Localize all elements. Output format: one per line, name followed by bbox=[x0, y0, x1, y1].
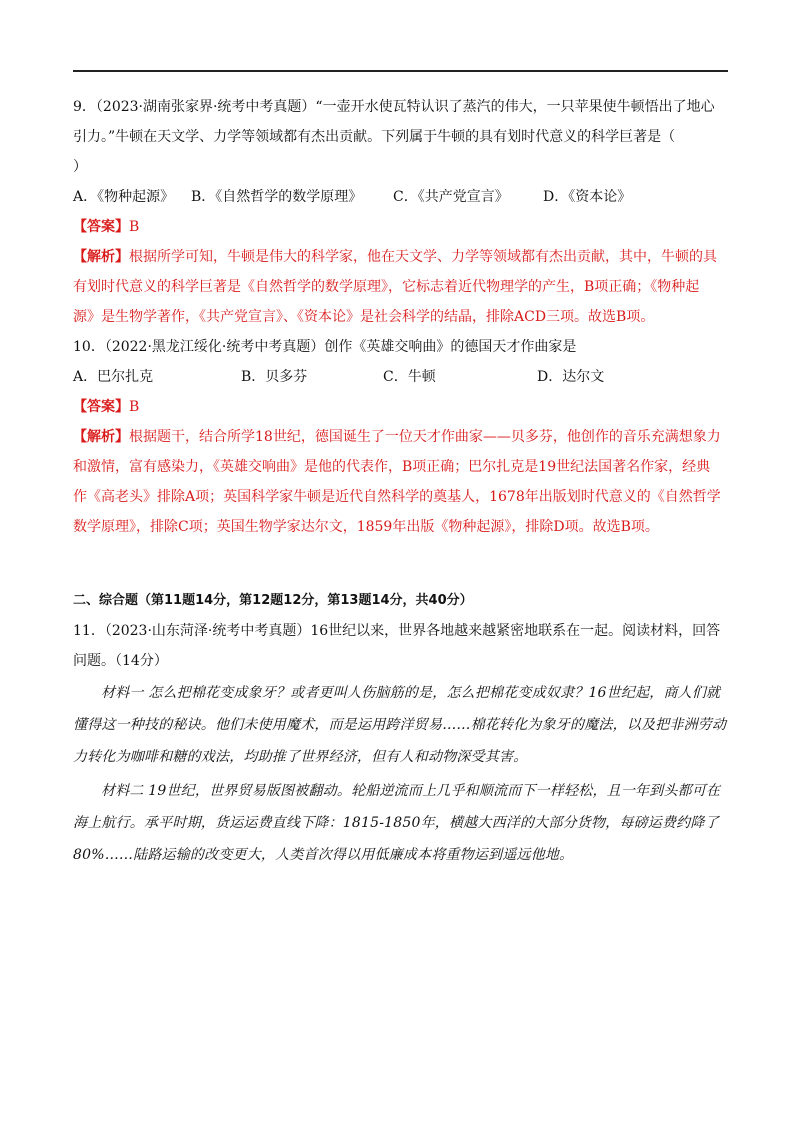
question-11-stem-line-2: 问题。（14分） bbox=[73, 653, 168, 669]
question-9 bbox=[73, 92, 728, 332]
analysis-text: 根据题干，结合所学18世纪，德国诞生了一位天才作曲家——贝多芬，他创作的音乐充满想象力 bbox=[129, 429, 721, 445]
material-1-line-2: 懂得这一种技的秘诀。他们未使用魔术，而是运用跨洋贸易……棉花转化为象牙的魔法，以及把非洲劳动 bbox=[73, 717, 727, 733]
question-10-options bbox=[73, 362, 728, 392]
material-1-line-1: 材料一 怎么把棉花变成象牙？或者更叫人伤脑筋的是，怎么把棉花变成奴隶？16世纪起，商人们就 bbox=[101, 685, 721, 701]
section-2-title: 二、综合题（第11题14分，第12题12分，第13题14分，共40分） bbox=[73, 593, 473, 608]
question-10-option-d: D．达尔文 bbox=[537, 369, 605, 385]
question-9-option-a: A．《物种起源》 bbox=[73, 189, 175, 205]
question-10 bbox=[73, 332, 728, 542]
question-10-analysis-line-2: 和激情，富有感染力，《英雄交响曲》是他的代表作，B项正确；巴尔扎克是19世纪法国著名作家，经典 bbox=[73, 459, 711, 475]
question-10-analysis-line-3: 作《高老头》排除A项；英国科学家牛顿是近代自然科学的奠基人，1678年出版划时代意义的《自然哲学 bbox=[73, 489, 721, 505]
question-9-analysis-line-2: 有划时代意义的科学巨著是《自然哲学的数学原理》，它标志着近代物理学的产生，B项正确；《物种起 bbox=[73, 279, 700, 295]
question-9-analysis-line-3: 源》是生物学著作，《共产党宣言》、《资本论》是社会科学的结晶，排除ACD三项。故选B项。 bbox=[73, 309, 655, 325]
section-gap bbox=[73, 542, 728, 586]
question-9-option-d: D．《资本论》 bbox=[543, 189, 632, 205]
question-11-stem-line-1: 11．（2023·山东菏泽·统考中考真题）16世纪以来，世界各地越来越紧密地联系在一起。阅读材料，回答 bbox=[73, 623, 721, 639]
answer-value: B bbox=[129, 219, 140, 235]
answer-value: B bbox=[129, 399, 140, 415]
question-9-stem-line-1: 9．（2023·湖南张家界·统考中考真题）“一壶开水使瓦特认识了蒸汽的伟大，一只苹果使牛顿悟出了地心 bbox=[73, 99, 715, 115]
document-body bbox=[73, 92, 728, 870]
answer-label: 【答案】 bbox=[73, 399, 129, 415]
question-9-stem-line-3: ） bbox=[73, 159, 87, 175]
material-2-line-1: 材料二 19世纪，世界贸易版图被翻动。轮船逆流而上几乎和顺流而下一样轻松，且一年到头都可在 bbox=[101, 783, 721, 799]
material-1 bbox=[73, 678, 728, 772]
header-rule bbox=[73, 70, 728, 72]
material-2-line-3: 80%……陆路运输的改变更大，人类首次得以用低廉成本将重物运到遥远他地。 bbox=[73, 847, 574, 863]
analysis-label: 【解析】 bbox=[73, 429, 129, 445]
material-2 bbox=[73, 776, 728, 870]
analysis-label: 【解析】 bbox=[73, 249, 129, 265]
question-10-analysis-line-4: 数学原理》，排除C项；英国生物学家达尔文，1859年出版《物种起源》，排除D项。故选B项。 bbox=[73, 519, 659, 535]
question-9-option-c: C．《共产党宣言》 bbox=[393, 189, 509, 205]
question-11 bbox=[73, 616, 728, 870]
question-9-analysis-line-1 bbox=[73, 242, 728, 272]
question-10-analysis-line-1 bbox=[73, 422, 728, 452]
question-10-stem: 10．（2022·黑龙江绥化·统考中考真题）创作《英雄交响曲》的德国天才作曲家是 bbox=[73, 339, 577, 355]
material-1-line-3: 力转化为咖啡和糖的戏法，均助推了世界经济，但有人和动物深受其害。 bbox=[73, 749, 528, 765]
question-10-option-c: C．牛顿 bbox=[383, 369, 436, 385]
question-9-answer bbox=[73, 212, 728, 242]
question-10-option-a: A．巴尔扎克 bbox=[73, 369, 154, 385]
question-10-option-b: B．贝多芬 bbox=[241, 369, 308, 385]
question-9-option-b: B．《自然哲学的数学原理》 bbox=[191, 189, 363, 205]
material-2-line-2: 海上航行。承平时期，货运运费直线下降：1815-1850年，横越大西洋的大部分货物，每磅运费约降了 bbox=[73, 815, 719, 831]
question-10-answer bbox=[73, 392, 728, 422]
analysis-text: 根据所学可知，牛顿是伟大的科学家，他在天文学、力学等领域都有杰出贡献，其中，牛顿的具 bbox=[129, 249, 717, 265]
answer-label: 【答案】 bbox=[73, 219, 129, 235]
question-9-options bbox=[73, 182, 728, 212]
question-9-stem-line-2: 引力。”牛顿在天文学、力学等领域都有杰出贡献。下列属于牛顿的具有划时代意义的科学巨著是（ bbox=[73, 129, 676, 145]
